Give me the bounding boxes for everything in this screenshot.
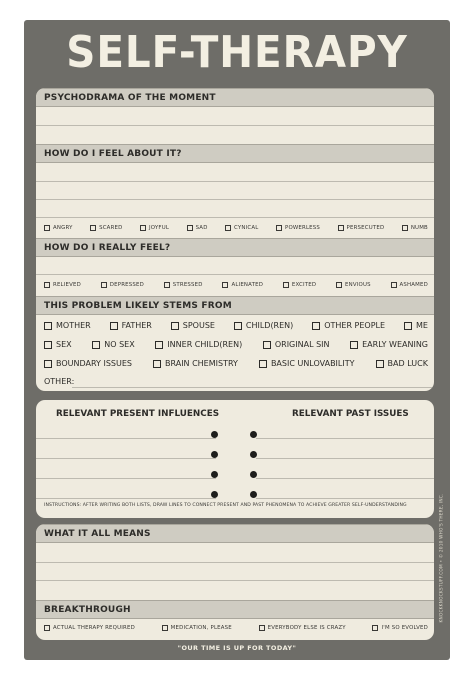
- option-scared[interactable]: SCARED: [90, 225, 122, 231]
- checkbox[interactable]: [140, 225, 146, 231]
- checkbox[interactable]: [171, 322, 179, 330]
- option-medication[interactable]: MEDICATION, PLEASE: [162, 625, 232, 631]
- really-options: [44, 282, 428, 288]
- section-header-stems: [36, 296, 434, 315]
- present-line[interactable]: [36, 478, 216, 479]
- connector-dot-right[interactable]: [250, 451, 257, 458]
- stems-row-2: [44, 340, 428, 349]
- connector-dot-right[interactable]: [250, 491, 257, 498]
- section-label: HOW DO I REALLY FEEL?: [44, 243, 171, 253]
- option-original-sin[interactable]: ORIGINAL SIN: [263, 340, 330, 349]
- checkbox[interactable]: [225, 225, 231, 231]
- section-header-feel: [36, 144, 434, 163]
- option-brain-chemistry[interactable]: BRAIN CHEMISTRY: [153, 359, 238, 368]
- writing-line[interactable]: [36, 181, 434, 182]
- checkbox[interactable]: [372, 625, 378, 631]
- option-cynical[interactable]: CYNICAL: [225, 225, 258, 231]
- option-alienated[interactable]: ALIENATED: [222, 282, 263, 288]
- option-father[interactable]: FATHER: [110, 321, 152, 330]
- checkbox[interactable]: [92, 341, 100, 349]
- checkbox[interactable]: [376, 360, 384, 368]
- option-angry[interactable]: ANGRY: [44, 225, 73, 231]
- option-joyful[interactable]: JOYFUL: [140, 225, 169, 231]
- checkbox[interactable]: [101, 282, 107, 288]
- option-early-weaning[interactable]: EARLY WEANING: [350, 340, 428, 349]
- checkbox[interactable]: [391, 282, 397, 288]
- writing-line[interactable]: [36, 217, 434, 218]
- breakthrough-options: [44, 625, 428, 631]
- checkbox[interactable]: [153, 360, 161, 368]
- writing-line[interactable]: [36, 562, 434, 563]
- checkbox[interactable]: [222, 282, 228, 288]
- option-persecuted[interactable]: PERSECUTED: [338, 225, 385, 231]
- writing-line[interactable]: [36, 125, 434, 126]
- past-line[interactable]: [256, 458, 434, 459]
- present-line[interactable]: [36, 438, 216, 439]
- option-boundary-issues[interactable]: BOUNDARY ISSUES: [44, 359, 132, 368]
- writing-line[interactable]: [36, 580, 434, 581]
- section-header-breakthrough: [36, 600, 434, 619]
- option-me[interactable]: ME: [404, 321, 428, 330]
- checkbox[interactable]: [44, 282, 50, 288]
- section-label: PSYCHODRAMA OF THE MOMENT: [44, 93, 216, 103]
- past-issues-header: RELEVANT PAST ISSUES: [292, 409, 409, 419]
- writing-line[interactable]: [36, 274, 434, 275]
- present-influences-header: RELEVANT PRESENT INFLUENCES: [56, 409, 220, 419]
- option-sad[interactable]: SAD: [187, 225, 208, 231]
- past-line[interactable]: [256, 478, 434, 479]
- past-line[interactable]: [256, 498, 434, 499]
- checkbox[interactable]: [44, 360, 52, 368]
- checkbox[interactable]: [283, 282, 289, 288]
- stems-row-1: [44, 321, 428, 330]
- option-sex[interactable]: SEX: [44, 340, 72, 349]
- section-header-meaning: [36, 524, 434, 543]
- section-header-psychodrama: [36, 88, 434, 107]
- checkbox[interactable]: [155, 341, 163, 349]
- option-spouse[interactable]: SPOUSE: [171, 321, 215, 330]
- option-relieved[interactable]: RELIEVED: [44, 282, 81, 288]
- connector-dot-left[interactable]: [211, 431, 218, 438]
- other-label: OTHER:: [44, 377, 75, 386]
- checkbox[interactable]: [164, 282, 170, 288]
- section-label: THIS PROBLEM LIKELY STEMS FROM: [44, 301, 232, 311]
- checkbox[interactable]: [404, 322, 412, 330]
- page-title: SELF-THERAPY: [66, 27, 408, 78]
- checkbox[interactable]: [350, 341, 358, 349]
- checkbox[interactable]: [234, 322, 242, 330]
- connector-dot-right[interactable]: [250, 471, 257, 478]
- option-everybody-crazy[interactable]: EVERYBODY ELSE IS CRAZY: [259, 625, 346, 631]
- checkbox[interactable]: [110, 322, 118, 330]
- option-bad-luck[interactable]: BAD LUCK: [376, 359, 428, 368]
- option-basic-unlovability[interactable]: BASIC UNLOVABILITY: [259, 359, 355, 368]
- checkbox[interactable]: [259, 625, 265, 631]
- option-other-people[interactable]: OTHER PEOPLE: [312, 321, 385, 330]
- option-mother[interactable]: MOTHER: [44, 321, 91, 330]
- section-header-really: [36, 238, 434, 257]
- option-actual-therapy[interactable]: ACTUAL THERAPY REQUIRED: [44, 625, 135, 631]
- checkbox[interactable]: [338, 225, 344, 231]
- option-powerless[interactable]: POWERLESS: [276, 225, 320, 231]
- option-inner-children[interactable]: INNER CHILD(REN): [155, 340, 242, 349]
- option-children[interactable]: CHILD(REN): [234, 321, 293, 330]
- checkbox[interactable]: [162, 625, 168, 631]
- option-numb[interactable]: NUMB: [402, 225, 428, 231]
- checkbox[interactable]: [336, 282, 342, 288]
- connector-dot-left[interactable]: [211, 491, 218, 498]
- present-line[interactable]: [36, 498, 216, 499]
- checkbox[interactable]: [263, 341, 271, 349]
- writing-line[interactable]: [72, 387, 434, 388]
- connector-dot-right[interactable]: [250, 431, 257, 438]
- checkbox[interactable]: [187, 225, 193, 231]
- card-influences: [36, 400, 434, 518]
- instructions-text: INSTRUCTIONS: AFTER WRITING BOTH LISTS, DRAW LINES TO CONNECT PRESENT AND PAST PHENOMENA TO ACHIEVE GREATER SELF-UNDERSTANDING: [44, 503, 407, 508]
- checkbox[interactable]: [90, 225, 96, 231]
- option-ashamed[interactable]: ASHAMED: [391, 282, 428, 288]
- present-line[interactable]: [36, 458, 216, 459]
- checkbox[interactable]: [402, 225, 408, 231]
- checkbox[interactable]: [44, 341, 52, 349]
- connector-dot-left[interactable]: [211, 451, 218, 458]
- option-envious[interactable]: ENVIOUS: [336, 282, 371, 288]
- card-feelings: [36, 88, 434, 391]
- footer-quote: "OUR TIME IS UP FOR TODAY": [177, 644, 297, 652]
- stems-row-3: [44, 359, 428, 368]
- section-label: WHAT IT ALL MEANS: [44, 529, 151, 539]
- writing-line[interactable]: [36, 199, 434, 200]
- connector-dot-left[interactable]: [211, 471, 218, 478]
- option-no-sex[interactable]: NO SEX: [92, 340, 134, 349]
- option-stressed[interactable]: STRESSED: [164, 282, 203, 288]
- section-label: BREAKTHROUGH: [44, 605, 131, 615]
- option-excited[interactable]: EXCITED: [283, 282, 316, 288]
- feel-options: [44, 225, 428, 231]
- checkbox[interactable]: [276, 225, 282, 231]
- section-label: HOW DO I FEEL ABOUT IT?: [44, 149, 182, 159]
- option-depressed[interactable]: DEPRESSED: [101, 282, 144, 288]
- checkbox[interactable]: [44, 322, 52, 330]
- past-line[interactable]: [256, 438, 434, 439]
- checkbox[interactable]: [312, 322, 320, 330]
- checkbox[interactable]: [259, 360, 267, 368]
- card-meaning: [36, 524, 434, 640]
- checkbox[interactable]: [44, 225, 50, 231]
- option-so-evolved[interactable]: I'M SO EVOLVED: [372, 625, 428, 631]
- checkbox[interactable]: [44, 625, 50, 631]
- side-credit: KNOCKKNOCKSTUFF.COM • © 2010 WHO'S THERE, INC.: [439, 493, 445, 623]
